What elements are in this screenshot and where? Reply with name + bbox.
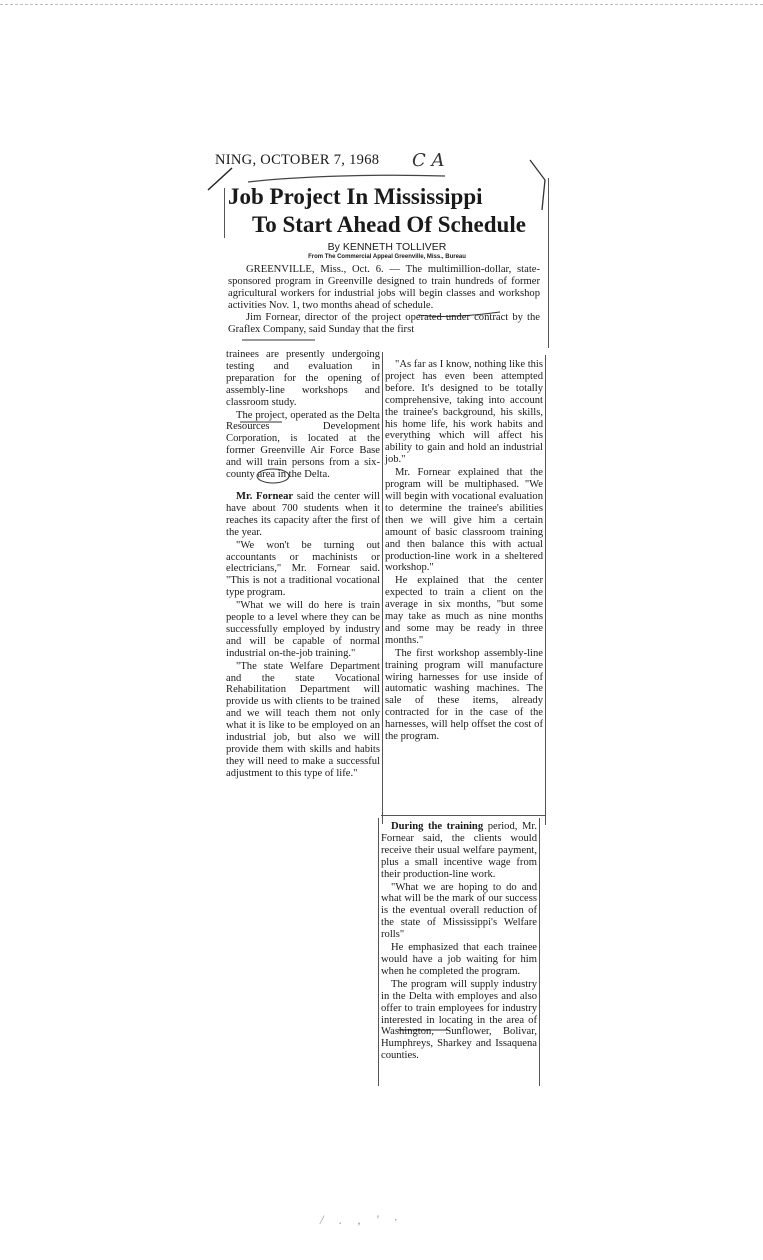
column-paragraph: The first workshop assembly-line training program will manufacture wiring harnesses for use inside of automatic washing machines. The sale of these items, already contracted for in the case of the harnesses, will help offset the cost of the program. (385, 647, 543, 743)
byline-source: From The Commercial Appeal Greenville, Miss., Bureau (308, 254, 466, 260)
column-rule-b-right (545, 355, 546, 825)
lead-paragraph: GREENVILLE, Miss., Oct. 6. — The multimillion-dollar, state-sponsored program in Greenville designed to train hundreds of former agricultural workers for industrial jobs will begin classes and workshop activities Nov. 1, two months ahead of schedule. (228, 264, 540, 311)
handwritten-note: C A (412, 150, 445, 171)
column-paragraph: "As far as I know, nothing like this project has even been attempted before. It's designed to be totally comprehensive, taking into account the trainee's background, his skills, his home life, his work habits and everything which will affect his ability to gain and hold an industrial job." (385, 359, 543, 466)
headline-line-2: To Start Ahead Of Schedule (252, 212, 526, 237)
lead-paragraph: Jim Fornear, director of the project operated under contract by the Graflex Company, said Sunday that the first (228, 311, 540, 335)
column-paragraph: He explained that the center expected to train a client on the average in six months, "but some may take as much as nine months and some may be ready in three months." (385, 575, 543, 646)
column-paragraph: The program will supply industry in the Delta with employes and also offer to train employees for industry interested in locating in the area of Washington, Sunflower, Bolivar, Humphreys, Sharkey and Issaquena counties. (381, 978, 537, 1062)
headline-line-1: Job Project In Mississippi (228, 184, 483, 209)
column-b (385, 359, 543, 744)
headline (228, 183, 548, 239)
column-paragraph: trainees are presently undergoing testing and evaluation in preparation for the opening of assembly-line workshops and classroom study. (226, 349, 380, 408)
column-b-bottom-rule (381, 815, 545, 816)
byline: By KENNETH TOLLIVER (327, 241, 447, 253)
faint-handwriting: / . , ' · (320, 1212, 404, 1227)
headline-rule-right (548, 178, 549, 348)
column-paragraph (226, 491, 380, 539)
column-a (226, 349, 380, 781)
page-top-edge (0, 4, 763, 5)
column-paragraph: "What we will do here is train people to a level where they can be successfully employed by industry and will be capable of normal industrial on-the-job training." (226, 600, 380, 659)
column-paragraph: "The state Welfare Department and the state Vocational Rehabilitation Department will provide us with clients to be trained and we will teach them not only what it is like to be employed on an industrial job, but also we will provide them with skills and habits they will need to make a successful adjustment to this type of life." (226, 660, 380, 779)
column-c (381, 821, 537, 1063)
column-paragraph: Mr. Fornear explained that the program will be multiphased. "We will begin with vocational evaluation to determine the trainee's abilities then we will give him a certain amount of basic classroom training and then balance this with actual production-line work in a sheltered workshop." (385, 467, 543, 574)
column-paragraph (381, 821, 537, 881)
column-paragraph: "What we are hoping to do and what will be the mark of our success is the eventual overall reduction of the state of Mississippi's Welfare rolls" (381, 881, 537, 941)
column-paragraph-body: period, Mr. Fornear said, the clients would receive their usual welfare payment, plus a small incentive wage from their production-line work. (381, 821, 537, 880)
lead-in: During the training (391, 821, 484, 832)
lead-in: Mr. Fornear (236, 490, 294, 502)
headline-rule-left (224, 188, 225, 238)
column-paragraph-body: said the center will have about 700 students when it reaches its capacity after the first of the year. (226, 490, 380, 538)
dateline: NING, OCTOBER 7, 1968 (215, 152, 380, 168)
column-c-rule-left (378, 818, 379, 1086)
lead-text (228, 264, 540, 335)
column-c-rule-right (539, 818, 540, 1086)
column-paragraph: He emphasized that each trainee would have a job waiting for him when he completed the program. (381, 942, 537, 977)
column-paragraph: "We won't be turning out accountants or machinists or electricians," Mr. Fornear said. "This is not a traditional vocational type program. (226, 539, 380, 599)
column-paragraph: The project, operated as the Delta Resources Development Corporation, is located at the former Greenville Air Force Base and will train persons from a six-county area in the Delta. (226, 409, 380, 481)
column-rule-ab (382, 352, 383, 824)
